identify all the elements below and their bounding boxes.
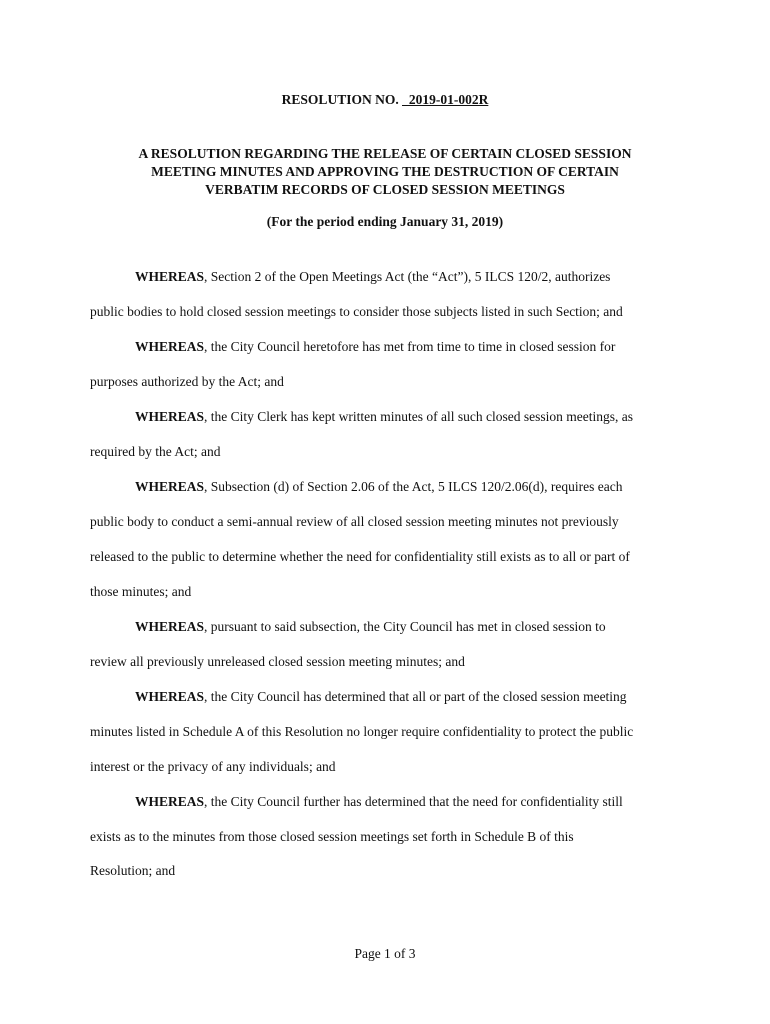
period-subtitle: (For the period ending January 31, 2019)	[266, 214, 504, 229]
paragraph-line: interest or the privacy of any individuals; and	[90, 759, 336, 774]
resolution-number-heading	[0, 92, 770, 108]
paragraph-line: public body to conduct a semi-annual review of all closed session meeting minutes not previously	[90, 514, 619, 529]
whereas-keyword: WHEREAS	[135, 479, 205, 494]
whereas-line	[135, 688, 627, 706]
paragraph-text: , Subsection (d) of Section 2.06 of the Act, 5 ILCS 120/2.06(d), requires each	[204, 479, 623, 494]
whereas-keyword: WHEREAS	[135, 339, 205, 354]
whereas-keyword: WHEREAS	[135, 794, 205, 809]
whereas-line	[135, 478, 622, 496]
resolution-label: RESOLUTION NO.	[281, 92, 399, 107]
whereas-keyword: WHEREAS	[135, 689, 205, 704]
paragraph-text: , the City Clerk has kept written minutes of all such closed session meetings, as	[204, 409, 633, 424]
whereas-keyword: WHEREAS	[135, 409, 205, 424]
title-line: MEETING MINUTES AND APPROVING THE DESTRUCTION OF CERTAIN	[151, 164, 619, 179]
paragraph-text: , Section 2 of the Open Meetings Act (the “Act”), 5 ILCS 120/2, authorizes	[204, 269, 611, 284]
paragraph-line: exists as to the minutes from those closed session meetings set forth in Schedule B of this	[90, 829, 574, 844]
paragraph-line: released to the public to determine whether the need for confidentiality still exists as to all or part of	[90, 549, 630, 564]
title-line: VERBATIM RECORDS OF CLOSED SESSION MEETINGS	[205, 182, 565, 197]
whereas-line	[135, 793, 623, 811]
paragraph-line: Resolution; and	[90, 863, 176, 878]
paragraph-line: required by the Act; and	[90, 444, 221, 459]
paragraph-text: , the City Council has determined that all or part of the closed session meeting	[204, 689, 627, 704]
paragraph-text: , the City Council heretofore has met from time to time in closed session for	[204, 339, 616, 354]
whereas-line	[135, 338, 615, 356]
whereas-line	[135, 268, 610, 286]
whereas-line	[135, 618, 606, 636]
whereas-keyword: WHEREAS	[135, 619, 205, 634]
whereas-keyword: WHEREAS	[135, 269, 205, 284]
paragraph-line: purposes authorized by the Act; and	[90, 374, 284, 389]
paragraph-line: public bodies to hold closed session meetings to consider those subjects listed in such Section; and	[90, 304, 623, 319]
paragraph-text: , the City Council further has determined that the need for confidentiality still	[204, 794, 623, 809]
page-number: Page 1 of 3	[354, 946, 416, 961]
paragraph-line: minutes listed in Schedule A of this Resolution no longer require confidentiality to protect the public	[90, 724, 634, 739]
paragraph-line: those minutes; and	[90, 584, 192, 599]
resolution-title	[95, 145, 675, 199]
title-line: A RESOLUTION REGARDING THE RELEASE OF CERTAIN CLOSED SESSION	[138, 146, 632, 161]
whereas-line	[135, 408, 633, 426]
resolution-number: _2019-01-002R	[402, 92, 489, 107]
paragraph-text: , pursuant to said subsection, the City Council has met in closed session to	[204, 619, 606, 634]
paragraph-line: review all previously unreleased closed session meeting minutes; and	[90, 654, 465, 669]
